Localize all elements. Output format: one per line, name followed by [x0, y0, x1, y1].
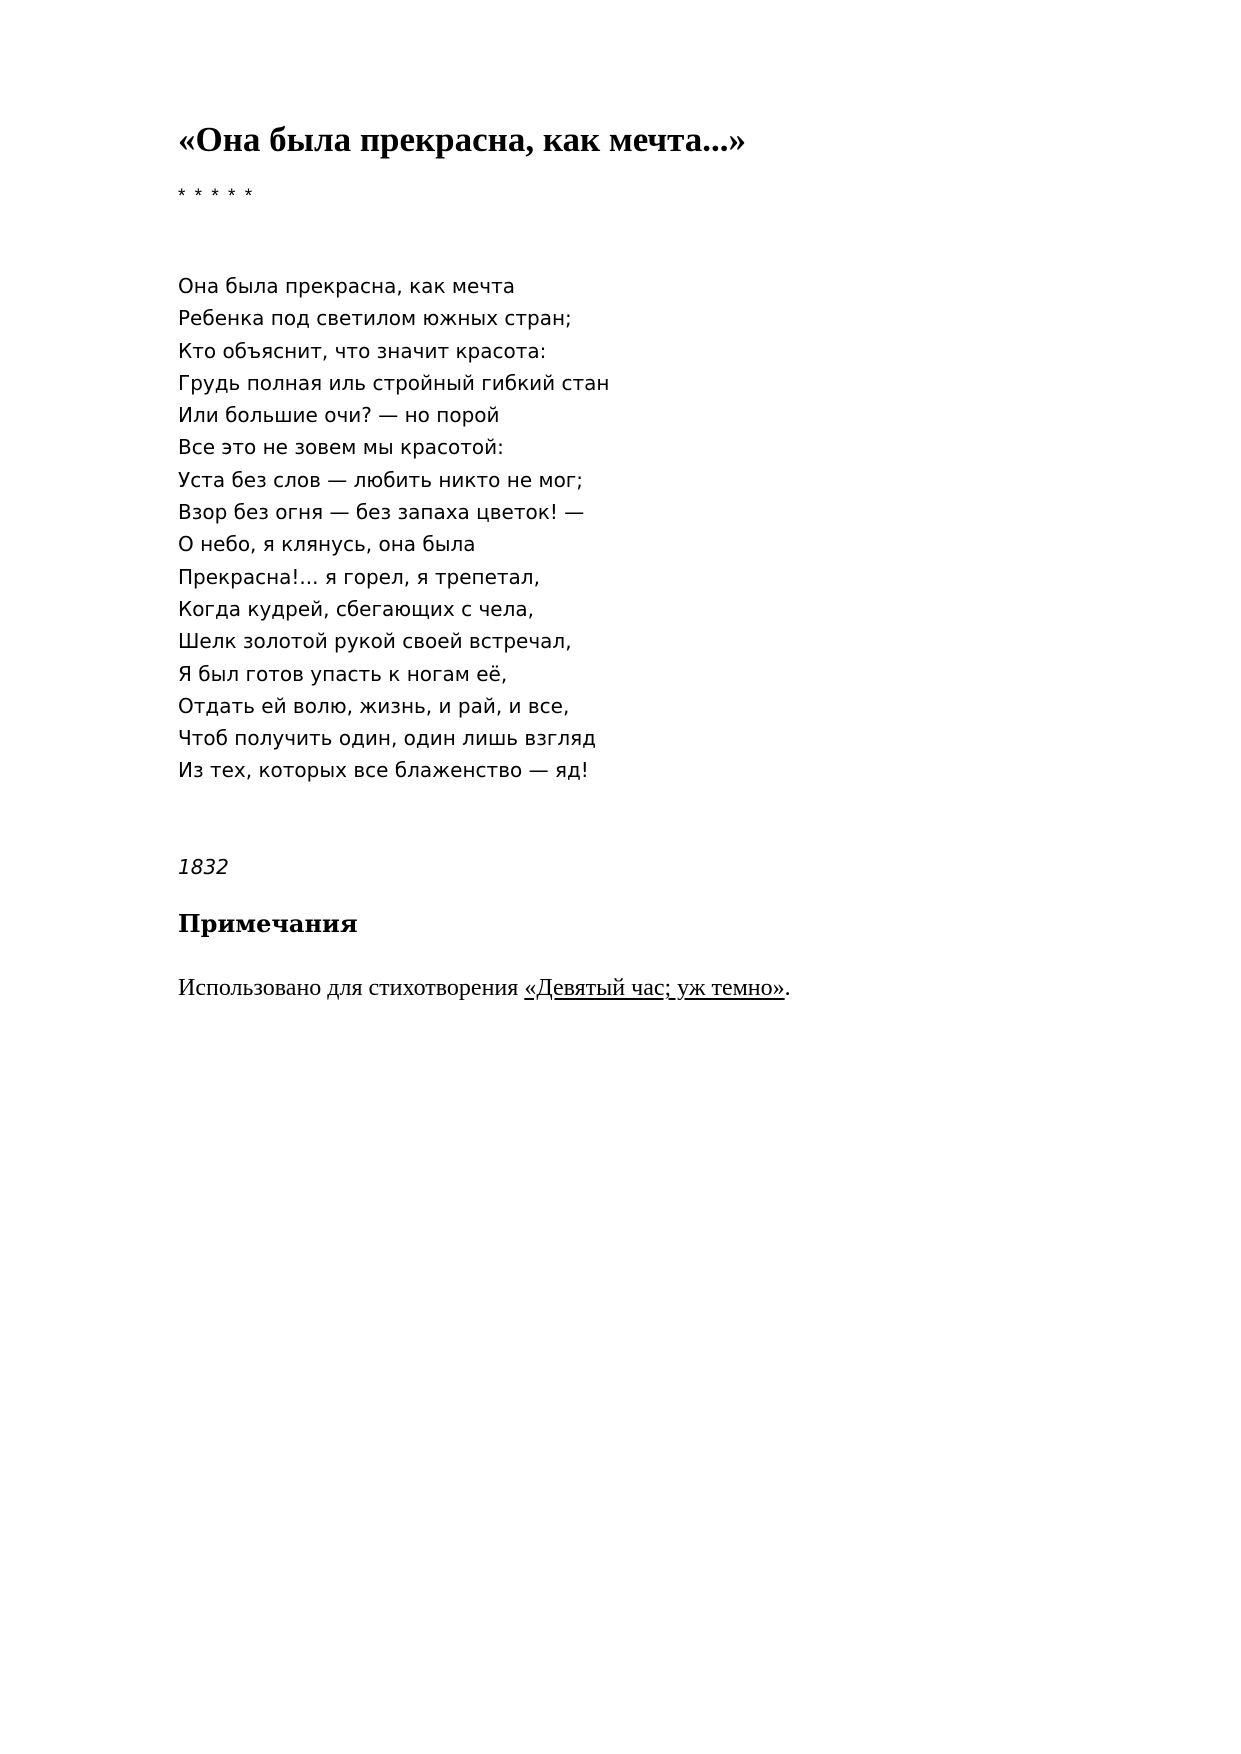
poem-date: 1832	[178, 855, 229, 879]
poem-title: «Она была прекрасна, как мечта...»	[178, 120, 747, 159]
related-poem-link[interactable]: «Девятый час; уж темно»	[524, 975, 785, 1001]
poem-line: Кто объяснит, что значит красота:	[178, 338, 547, 363]
poem-text	[178, 270, 610, 787]
poem-line: Шелк золотой рукой своей встречал,	[178, 629, 572, 654]
poem-line: Чтоб получить один, один лишь взгляд	[178, 726, 596, 751]
poem-line: Грудь полная иль стройный гибкий стан	[178, 370, 610, 395]
poem-line: Взор без огня — без запаха цветок! —	[178, 500, 585, 525]
poem-line: Она была прекрасна, как мечта	[178, 274, 515, 298]
poem-line: Или большие очи? — но порой	[178, 403, 500, 428]
poem-line: О небо, я клянусь, она была	[178, 532, 476, 557]
notes-text-before: Использовано для стихотворения	[178, 975, 525, 1001]
poem-line: Уста без слов — любить никто не мог;	[178, 467, 584, 492]
poem-line: Я был готов упасть к ногам её,	[178, 661, 508, 686]
section-separator: * * * * *	[178, 186, 255, 207]
poem-line: Из тех, которых все блаженство — яд!	[178, 758, 589, 783]
poem-line: Когда кудрей, сбегающих с чела,	[178, 596, 534, 621]
poem-line: Ребенка под светилом южных стран;	[178, 306, 572, 331]
notes-text-after: .	[784, 975, 791, 1001]
poem-line: Все это не зовем мы красотой:	[178, 435, 504, 460]
notes-paragraph	[178, 972, 791, 1004]
notes-heading: Примечания	[178, 909, 358, 938]
poem-line: Прекрасна!... я горел, я трепетал,	[178, 564, 540, 589]
poem-line: Отдать ей волю, жизнь, и рай, и все,	[178, 693, 570, 718]
